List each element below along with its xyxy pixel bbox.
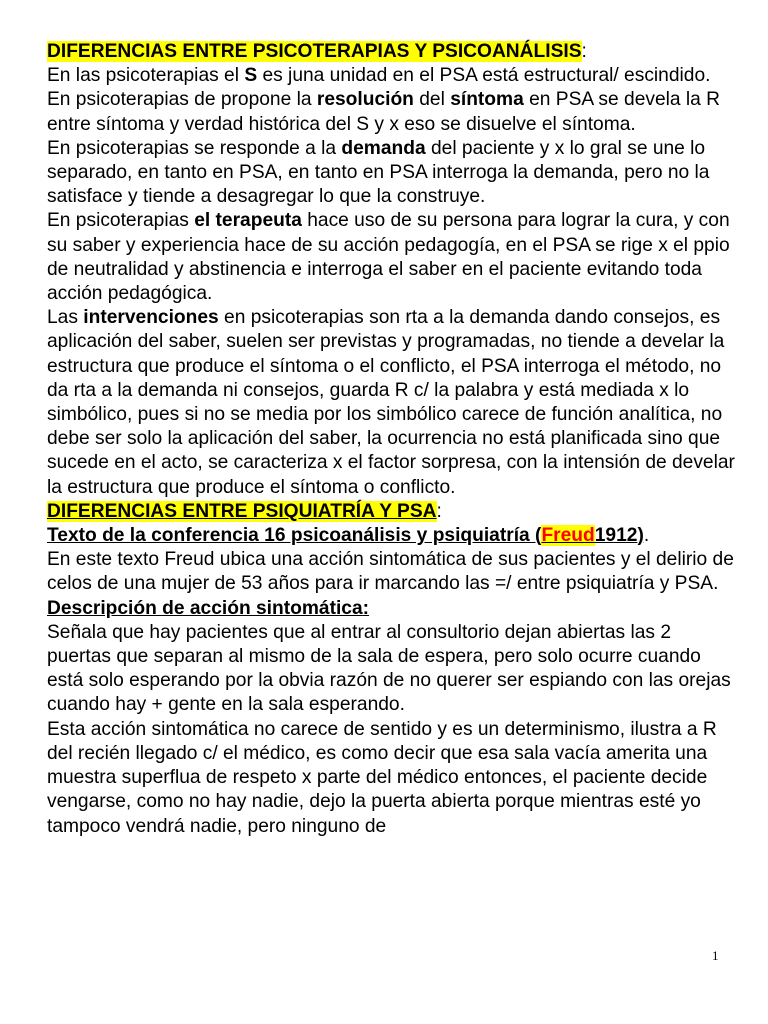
- heading-highlighted-text: DIFERENCIAS ENTRE PSICOTERAPIAS Y PSICOANÁLISIS: [47, 41, 582, 62]
- freud-highlight: Freud: [541, 525, 595, 547]
- heading-highlighted-text: DIFERENCIAS ENTRE PSIQUIATRÍA Y PSA: [47, 500, 437, 522]
- heading-accion-sintomatica: Descripción de acción sintomática:: [47, 597, 370, 619]
- page-number: 1: [712, 948, 719, 963]
- paragraph-pacientes-puertas: Señala que hay pacientes que al entrar al consultorio dejan abiertas las 2 puertas que separan al mismo de la sala de espera, pero solo ocurre cuando está solo esperando por la obvia razón de no querer ser espiando con las orejas cuando hay + gente en la sala esperando.: [47, 621, 731, 716]
- paragraph-terapeuta: En psicoterapias el terapeuta hace uso de su persona para lograr la cura, y con su saber y experiencia hace de su acción pedagogía, en el PSA se rige x el ppio de neutralidad y abstinencia e interroga el saber en el paciente evitando toda acción pedagógica.: [47, 210, 730, 305]
- paragraph-determinismo: Esta acción sintomática no carece de sentido y es un determinismo, ilustra a R del recién llegado c/ el médico, es como decir que esa sala vacía amerita una muestra superflua de respeto x parte del médico entonces, el paciente decide vengarse, como no hay nadie, dejo la puerta abierta porque mientras esté yo tampoco vendrá nadie, pero ninguno de: [47, 718, 717, 837]
- paragraph-sujeto: En las psicoterapias el S es juna unidad en el PSA está estructural/ escindido.: [47, 65, 711, 87]
- heading-diferencias-psicoterapias: DIFERENCIAS ENTRE PSICOTERAPIAS Y PSICOANÁLISIS:: [47, 41, 587, 62]
- heading-diferencias-psiquiatria: DIFERENCIAS ENTRE PSIQUIATRÍA Y PSA:: [47, 500, 442, 522]
- paragraph-freud-texto: En este texto Freud ubica una acción sintomática de sus pacientes y el delirio de celos de una mujer de 53 años para ir marcando las =/ entre psiquiatría y PSA.: [47, 549, 734, 595]
- heading-texto-conferencia: Texto de la conferencia 16 psicoanálisis y psiquiatría (Freud1912).: [47, 525, 650, 547]
- paragraph-demanda: En psicoterapias se responde a la demanda del paciente y x lo gral se une lo separado, en tanto en PSA, en tanto en PSA interroga la demanda, pero no la satisface y tiende a desagregar lo que la construye.: [47, 137, 710, 208]
- document-body: [47, 40, 737, 839]
- paragraph-resolucion-sintoma: En psicoterapias de propone la resolución del síntoma en PSA se devela la R entre síntoma y verdad histórica del S y x eso se disuelve el síntoma.: [47, 89, 721, 135]
- paragraph-intervenciones: Las intervenciones en psicoterapias son rta a la demanda dando consejos, es aplicación del saber, suelen ser previstas y programadas, no tiende a develar la estructura que produce el síntoma o el conflicto, el PSA interroga el método, no da rta a la demanda ni consejos, guarda R c/ la palabra y está mediada x lo simbólico, pues si no se media por los simbólico carece de función analítica, no debe ser solo la aplicación del saber, la ocurrencia no está planificada sino que sucede en el acto, se caracteriza x el factor sorpresa, con la intensión de develar la estructura que produce el síntoma o conflicto.: [47, 307, 735, 498]
